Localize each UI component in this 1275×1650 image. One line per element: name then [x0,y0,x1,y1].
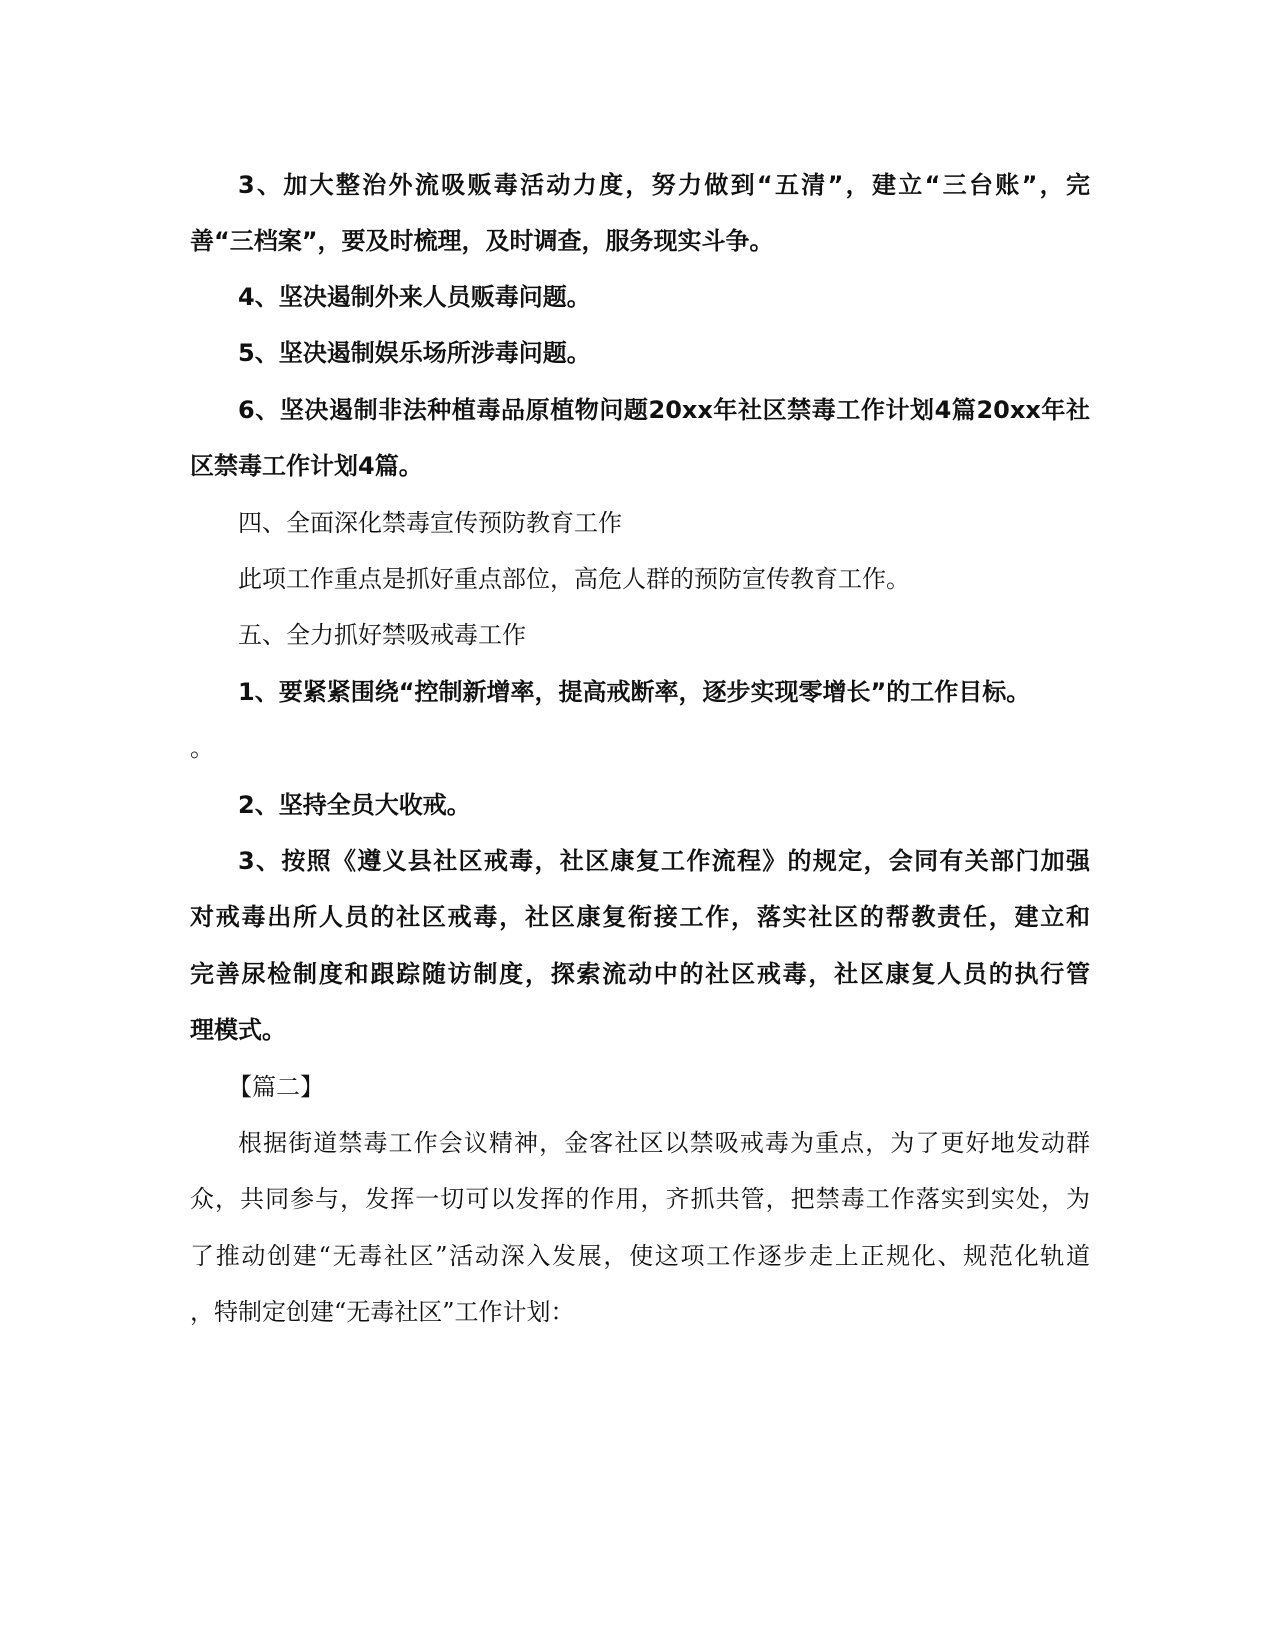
item-3-line-2: 善“三档案”，要及时梳理，及时调查，服务现实斗争。 [190,227,774,255]
section-five-item-3-line-1: 3、按照《遵义县社区戒毒，社区康复工作流程》的规定，会同有关部门加强 [238,847,1090,875]
section-five-item-3-line-4: 理模式。 [190,1016,286,1044]
section-five-item-1: 1、要紧紧围绕“控制新增率，提高戒断率，逐步实现零增长”的工作目标。 [238,678,1031,706]
section-four-heading: 四、全面深化禁毒宣传预防教育工作 [238,509,622,537]
section-five-item-3-line-2: 对戒毒出所人员的社区戒毒，社区康复衔接工作，落实社区的帮教责任，建立和 [190,903,1090,931]
part-two-para-line-4: ，特制定创建“无毒社区”工作计划： [190,1298,575,1326]
item-4: 4、坚决遏制外来人员贩毒问题。 [238,283,591,311]
part-two-heading: 【篇二】 [228,1073,324,1101]
item-5: 5、坚决遏制娱乐场所涉毒问题。 [238,339,591,367]
orphan-period: 。 [190,734,214,762]
section-five-heading: 五、全力抓好禁吸戒毒工作 [238,621,526,649]
part-two-para-line-2: 众，共同参与，发挥一切可以发挥的作用，齐抓共管，把禁毒工作落实到实处，为 [190,1185,1090,1213]
item-3-line-1: 3、加大整治外流吸贩毒活动力度，努力做到“五清”，建立“三台账”，完 [238,171,1090,199]
section-five-item-3-line-3: 完善尿检制度和跟踪随访制度，探索流动中的社区戒毒，社区康复人员的执行管 [190,960,1090,988]
item-6-line-2: 区禁毒工作计划4篇。 [190,452,423,480]
section-five-item-2: 2、坚持全员大收戒。 [238,791,471,819]
section-four-text: 此项工作重点是抓好重点部位，高危人群的预防宣传教育工作。 [238,565,910,593]
part-two-para-line-1: 根据街道禁毒工作会议精神，金客社区以禁吸戒毒为重点，为了更好地发动群 [238,1129,1090,1157]
item-6-line-1: 6、坚决遏制非法种植毒品原植物问题20xx年社区禁毒工作计划4篇20xx年社 [238,396,1090,424]
part-two-para-line-3: 了推动创建“无毒社区”活动深入发展，使这项工作逐步走上正规化、规范化轨道 [190,1242,1090,1270]
